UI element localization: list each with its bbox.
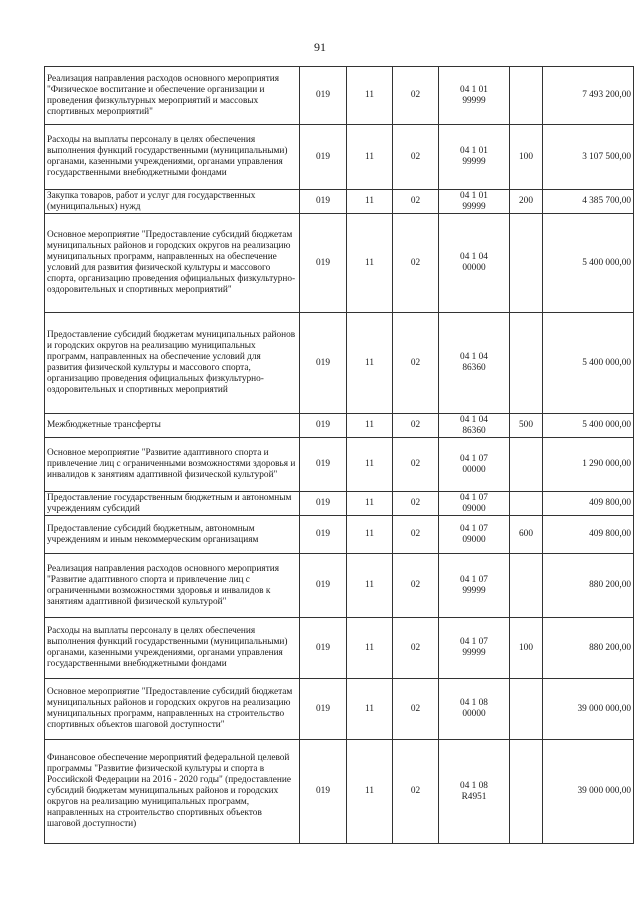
amount: 5 400 000,00	[543, 414, 634, 438]
table-row	[45, 438, 634, 492]
ministry-code: 019	[300, 554, 347, 618]
section-code: 11	[347, 618, 393, 679]
subsection-code: 02	[393, 190, 439, 214]
subsection-code: 02	[393, 313, 439, 414]
expense-type-code: 100	[510, 125, 543, 190]
row-name: Предоставление субсидий бюджетным, автономным учреждениям и иным некоммерческим организациям	[45, 516, 300, 554]
target-article-direction: R4951	[461, 791, 487, 802]
table-row	[45, 516, 634, 554]
section-code: 11	[347, 67, 393, 125]
subsection-code: 02	[393, 492, 439, 516]
ministry-code: 019	[300, 516, 347, 554]
target-article-direction: 09000	[462, 503, 486, 514]
row-name: Основное мероприятие "Развитие адаптивного спорта и привлечение лиц с ограниченными возможностями здоровья и инвалидов к занятиям адаптивной физической культурой"	[45, 438, 300, 492]
expense-type-code	[510, 679, 543, 740]
section-code: 11	[347, 492, 393, 516]
row-name: Финансовое обеспечение мероприятий федеральной целевой программы "Развитие физической культуры и спорта в Российской Федерации на 2016 - 2020 годы" (предоставление субсидий бюджетам муниципальных районов и городских округов на реализацию муниципальных программ, направленных на строительство спортивных объектов шаговой доступности)	[45, 740, 300, 844]
target-article-program: 04 1 08	[460, 780, 488, 791]
target-article-direction: 99999	[462, 201, 486, 212]
row-name: Предоставление государственным бюджетным и автономным учреждениям субсидий	[45, 492, 300, 516]
section-code: 11	[347, 414, 393, 438]
ministry-code: 019	[300, 740, 347, 844]
expense-type-code	[510, 438, 543, 492]
page-number: 91	[314, 40, 326, 54]
target-article-direction: 00000	[462, 263, 486, 273]
row-name: Реализация направления расходов основного мероприятия "Развитие адаптивного спорта и привлечение лиц с ограниченными возможностями здоровья и инвалидов к занятиям адаптивной физической культурой"	[45, 554, 300, 618]
target-article-program: 04 1 07	[460, 492, 488, 503]
target-article-code	[439, 679, 510, 740]
target-article-direction: 00000	[462, 464, 486, 475]
amount: 4 385 700,00	[543, 190, 634, 214]
row-name: Предоставление субсидий бюджетам муниципальных районов и городских округов на реализацию муниципальных программ, направленных на обеспечение условий для развития физической культуры и массового спорта, организацию проведения официальных физкультурно-оздоровительных и спортивных мероприятий	[45, 313, 300, 414]
target-article-code	[439, 516, 510, 554]
table-row	[45, 679, 634, 740]
target-article-program: 04 1 01	[460, 190, 488, 201]
table-row	[45, 740, 634, 844]
target-article-direction: 99999	[462, 157, 486, 167]
target-article-code	[439, 492, 510, 516]
section-code: 11	[347, 554, 393, 618]
ministry-code: 019	[300, 679, 347, 740]
ministry-code: 019	[300, 190, 347, 214]
table-row	[45, 414, 634, 438]
amount: 5 400 000,00	[543, 313, 634, 414]
subsection-code: 02	[393, 438, 439, 492]
ministry-code: 019	[300, 492, 347, 516]
expense-type-code	[510, 214, 543, 313]
section-code: 11	[347, 516, 393, 554]
amount: 1 290 000,00	[543, 438, 634, 492]
section-code: 11	[347, 679, 393, 740]
expense-type-code	[510, 313, 543, 414]
ministry-code: 019	[300, 125, 347, 190]
subsection-code: 02	[393, 67, 439, 125]
table-row	[45, 190, 634, 214]
target-article-code	[439, 190, 510, 214]
table-row	[45, 313, 634, 414]
expense-type-code	[510, 492, 543, 516]
target-article-program: 04 1 01	[460, 146, 488, 156]
subsection-code: 02	[393, 554, 439, 618]
amount: 880 200,00	[543, 554, 634, 618]
ministry-code: 019	[300, 313, 347, 414]
amount: 3 107 500,00	[543, 125, 634, 190]
section-code: 11	[347, 313, 393, 414]
target-article-code	[439, 214, 510, 313]
ministry-code: 019	[300, 214, 347, 313]
section-code: 11	[347, 740, 393, 844]
amount: 5 400 000,00	[543, 214, 634, 313]
target-article-code	[439, 618, 510, 679]
target-article-direction: 86360	[462, 425, 486, 436]
table-row	[45, 554, 634, 618]
row-name: Расходы на выплаты персоналу в целях обеспечения выполнения функций государственными (муниципальными) органами, казенными учреждениями, органами управления государственными внебюджетными фондами	[45, 125, 300, 190]
target-article-code	[439, 438, 510, 492]
target-article-direction: 09000	[462, 534, 486, 545]
expense-type-code	[510, 67, 543, 125]
expense-type-code: 200	[510, 190, 543, 214]
subsection-code: 02	[393, 516, 439, 554]
target-article-code	[439, 67, 510, 125]
target-article-program: 04 1 04	[460, 414, 488, 425]
row-name: Основное мероприятие "Предоставление субсидий бюджетам муниципальных районов и городских округов на реализацию муниципальных программ, направленных на обеспечение условий для развития физической культуры и массового спорта, организацию проведения официальных физкультурно-оздоровительных и спортивных мероприятий"	[45, 214, 300, 313]
row-name: Основное мероприятие "Предоставление субсидий бюджетам муниципальных районов и городских округов на реализацию муниципальных программ, направленных на строительство спортивных объектов шаговой доступности"	[45, 679, 300, 740]
target-article-code	[439, 740, 510, 844]
table-row	[45, 67, 634, 125]
subsection-code: 02	[393, 125, 439, 190]
target-article-code	[439, 414, 510, 438]
target-article-program: 04 1 07	[460, 523, 488, 534]
row-name: Межбюджетные трансферты	[45, 414, 300, 438]
amount: 39 000 000,00	[543, 679, 634, 740]
amount: 7 493 200,00	[543, 67, 634, 125]
section-code: 11	[347, 214, 393, 313]
target-article-code	[439, 554, 510, 618]
table-row	[45, 618, 634, 679]
target-article-direction: 00000	[462, 709, 486, 719]
table-row	[45, 125, 634, 190]
amount: 409 800,00	[543, 492, 634, 516]
target-article-program: 04 1 07	[460, 574, 488, 585]
expense-type-code	[510, 740, 543, 844]
target-article-direction: 99999	[462, 648, 486, 658]
target-article-direction: 86360	[462, 363, 486, 373]
target-article-program: 04 1 07	[460, 453, 488, 464]
table-row	[45, 214, 634, 313]
target-article-program: 04 1 01	[460, 84, 488, 95]
target-article-program: 04 1 08	[460, 698, 488, 708]
subsection-code: 02	[393, 740, 439, 844]
amount: 880 200,00	[543, 618, 634, 679]
subsection-code: 02	[393, 414, 439, 438]
budget-table	[44, 66, 634, 844]
expense-type-code: 600	[510, 516, 543, 554]
row-name: Расходы на выплаты персоналу в целях обеспечения выполнения функций государственными (муниципальными) органами, казенными учреждениями, органами управления государственными внебюджетными фондами	[45, 618, 300, 679]
expense-type-code	[510, 554, 543, 618]
row-name: Закупка товаров, работ и услуг для государственных (муниципальных) нужд	[45, 190, 300, 214]
section-code: 11	[347, 190, 393, 214]
target-article-program: 04 1 07	[460, 637, 488, 647]
target-article-direction: 99999	[462, 95, 486, 106]
target-article-code	[439, 125, 510, 190]
expense-type-code: 100	[510, 618, 543, 679]
section-code: 11	[347, 125, 393, 190]
amount: 39 000 000,00	[543, 740, 634, 844]
subsection-code: 02	[393, 618, 439, 679]
ministry-code: 019	[300, 67, 347, 125]
target-article-direction: 99999	[462, 585, 486, 596]
expense-type-code: 500	[510, 414, 543, 438]
ministry-code: 019	[300, 618, 347, 679]
target-article-program: 04 1 04	[460, 352, 488, 362]
target-article-code	[439, 313, 510, 414]
ministry-code: 019	[300, 438, 347, 492]
section-code: 11	[347, 438, 393, 492]
row-name: Реализация направления расходов основного мероприятия "Физическое воспитание и обеспечение организации и проведения физкультурных мероприятий и массовых спортивных мероприятий"	[45, 67, 300, 125]
subsection-code: 02	[393, 679, 439, 740]
amount: 409 800,00	[543, 516, 634, 554]
table-row	[45, 492, 634, 516]
target-article-program: 04 1 04	[460, 252, 488, 262]
subsection-code: 02	[393, 214, 439, 313]
ministry-code: 019	[300, 414, 347, 438]
